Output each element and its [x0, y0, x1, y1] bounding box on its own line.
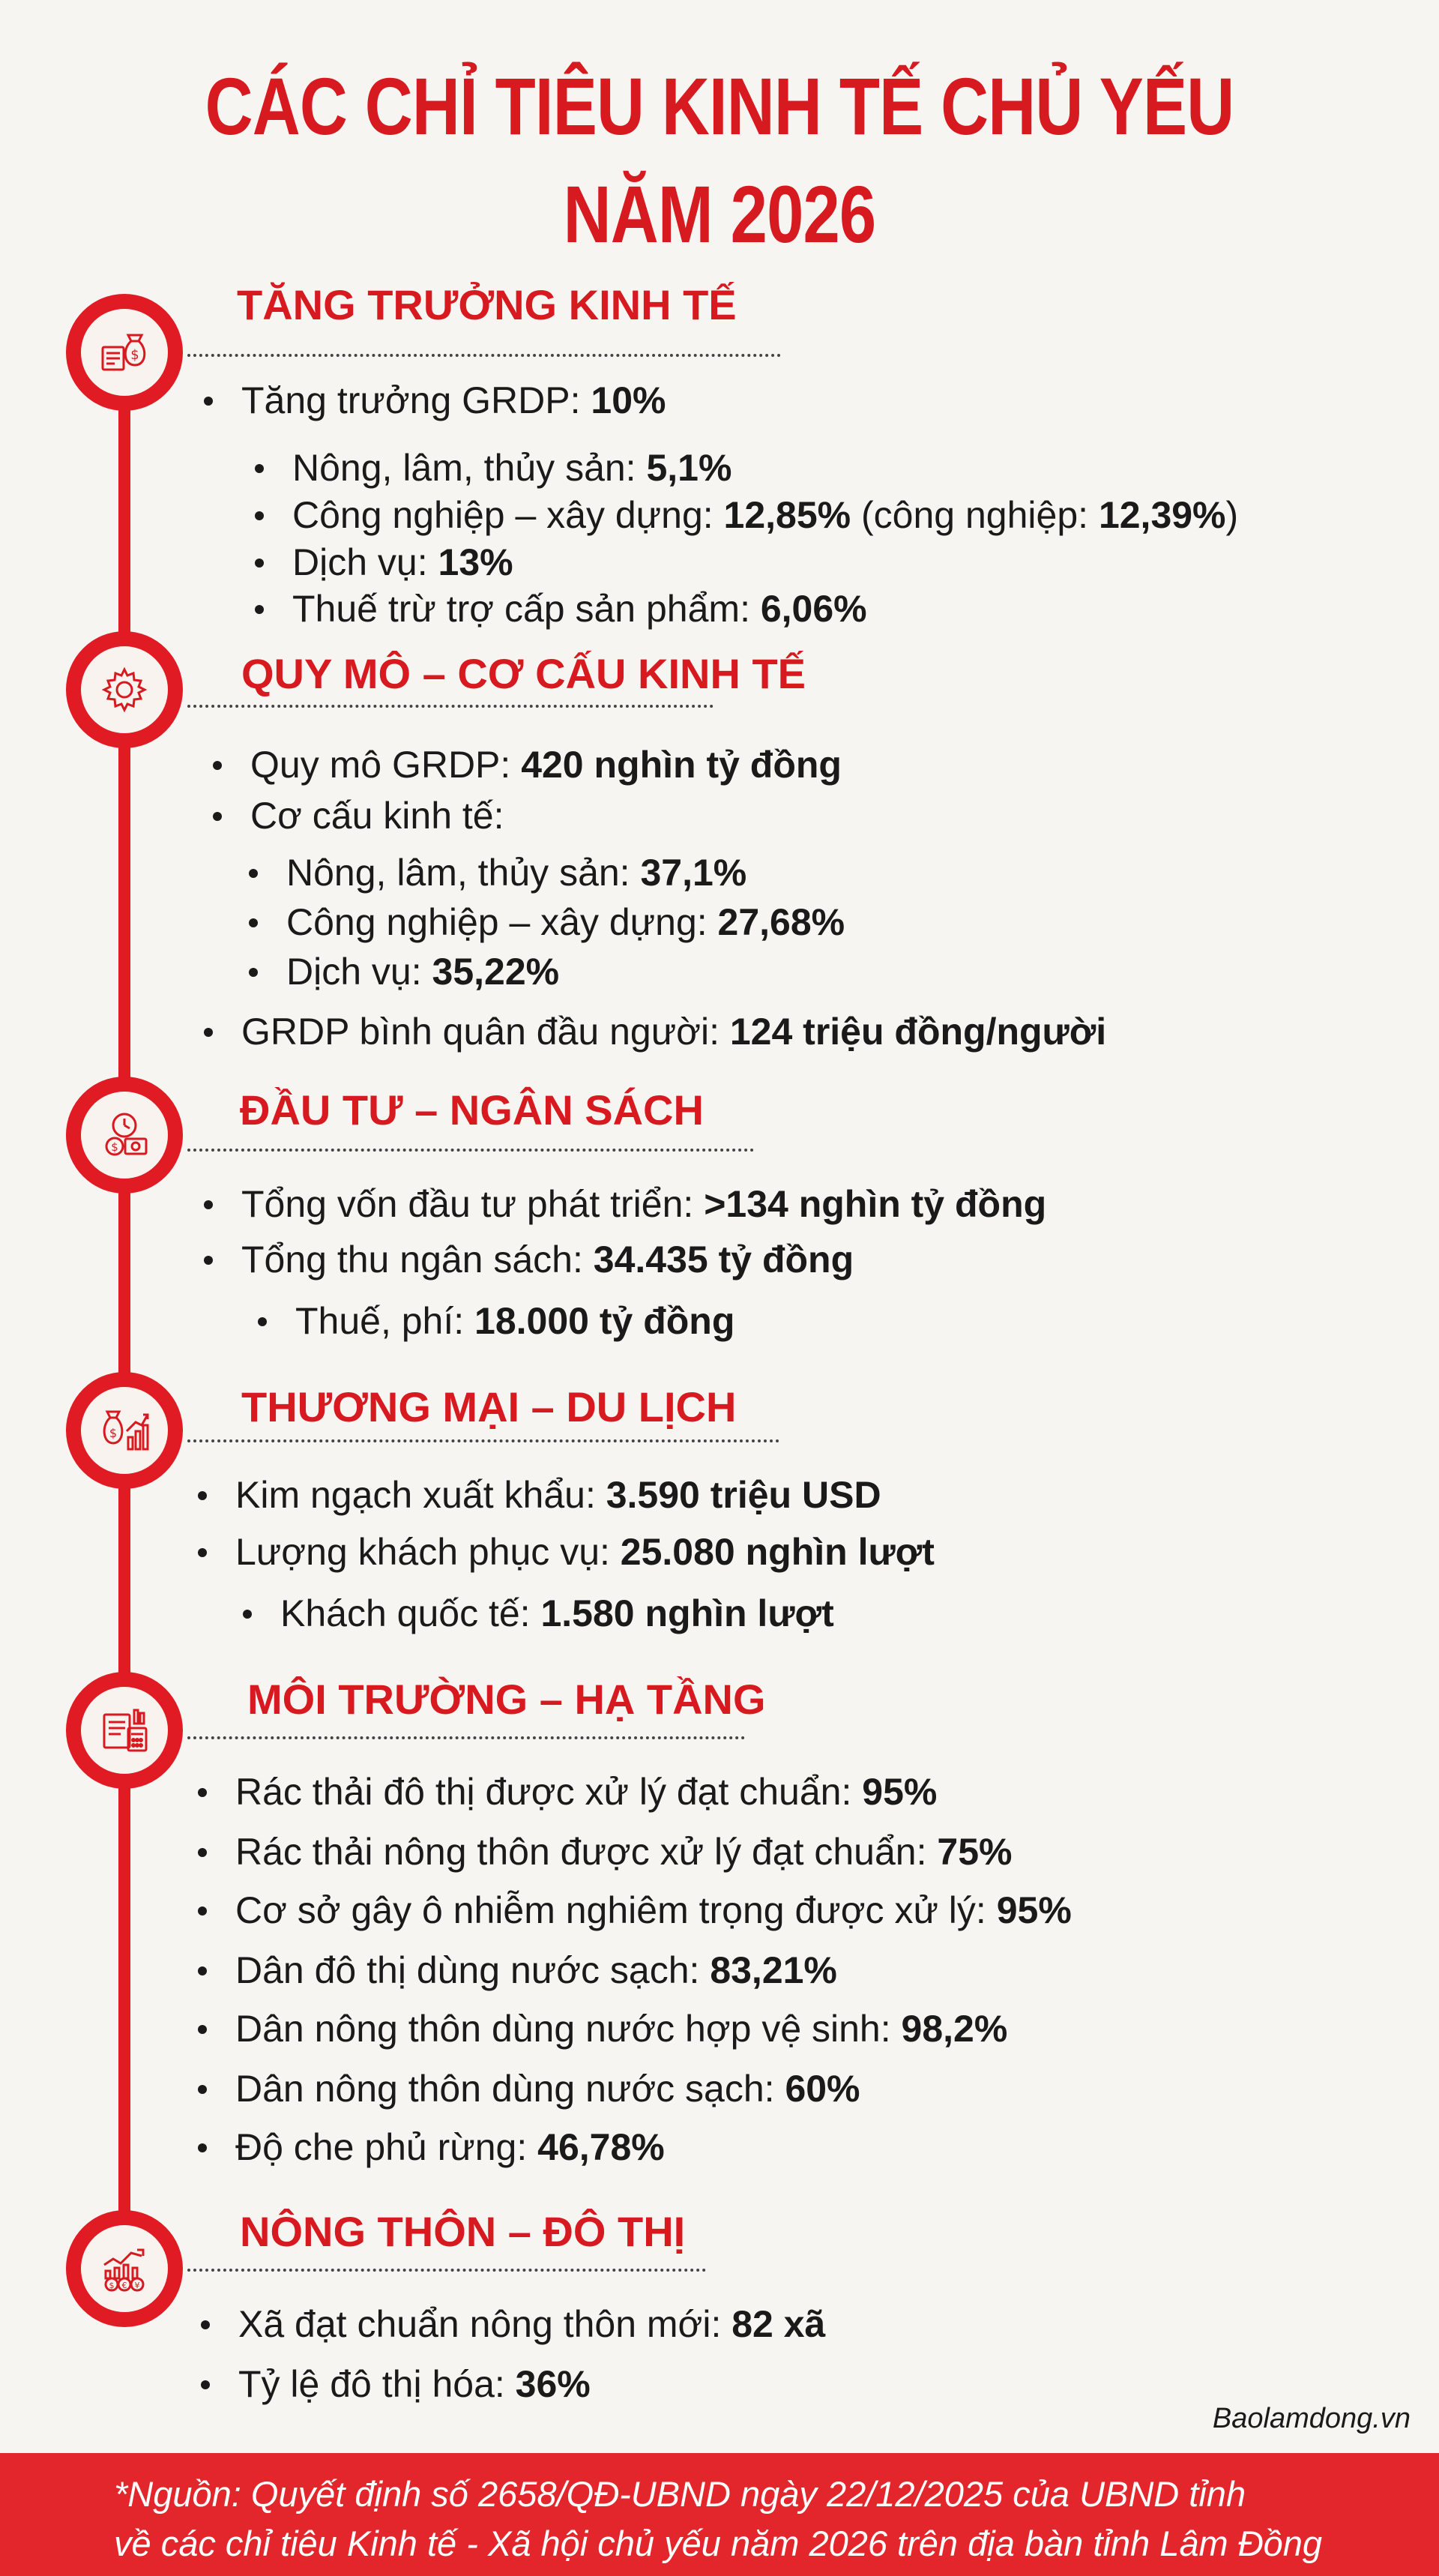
svg-text:$: $ [109, 2281, 115, 2290]
list-item: Kim ngạch xuất khẩu: 3.590 triệu USD [198, 1471, 881, 1519]
list-item: Nông, lâm, thủy sản: 5,1% [255, 444, 731, 492]
source-footer [0, 2453, 1439, 2576]
list-item: Dân đô thị dùng nước sạch: 83,21% [198, 1946, 837, 1994]
section-heading-environment: MÔI TRƯỜNG – HẠ TẦNG [247, 1676, 766, 1723]
heading-divider [187, 354, 781, 357]
section-node-scale [66, 631, 183, 748]
list-item: Dân nông thôn dùng nước sạch: 60% [198, 2065, 860, 2113]
section-heading-investment: ĐẦU TƯ – NGÂN SÁCH [240, 1086, 704, 1134]
report-calculator-icon [98, 1704, 151, 1757]
svg-text:€: € [121, 2281, 127, 2290]
list-item: Cơ sở gây ô nhiễm nghiêm trọng được xử lý: 95% [198, 1886, 1072, 1934]
list-item: Cơ cấu kinh tế: [213, 792, 504, 840]
heading-divider [187, 1149, 754, 1152]
timeline-line [118, 330, 130, 2294]
list-item: Dịch vụ: 13% [255, 538, 513, 586]
list-item: Tăng trưởng GRDP: 10% [204, 376, 666, 424]
section-node-environment [66, 1672, 183, 1789]
list-item: Thuế trừ trợ cấp sản phẩm: 6,06% [255, 585, 867, 633]
section-heading-growth: TĂNG TRƯỞNG KINH TẾ [237, 281, 737, 328]
footer-line1: *Nguồn: Quyết định số 2658/QĐ-UBND ngày 22/12/2025 của UBND tỉnh [114, 2474, 1246, 2514]
section-node-rural [66, 2210, 183, 2327]
list-item: Quy mô GRDP: 420 nghìn tỷ đồng [213, 741, 842, 789]
heading-divider [187, 1736, 745, 1739]
money-growth-chart-icon [98, 1404, 151, 1457]
section-node-investment [66, 1077, 183, 1194]
list-item: Nông, lâm, thủy sản: 37,1% [249, 849, 746, 897]
heading-divider [187, 705, 714, 708]
list-item: Xã đạt chuẩn nông thôn mới: 82 xã [201, 2300, 825, 2348]
list-item: Độ che phủ rừng: 46,78% [198, 2123, 665, 2171]
page-title-line1: CÁC CHỈ TIÊU KINH TẾ CHỦ YẾU [205, 61, 1234, 151]
source-watermark: Baolamdong.vn [1212, 2403, 1411, 2434]
svg-text:$: $ [130, 347, 139, 363]
list-item: Công nghiệp – xây dựng: 27,68% [249, 898, 845, 946]
list-item: Công nghiệp – xây dựng: 12,85% (công nghiệp: 12,39%) [255, 491, 1238, 539]
footer-line2: về các chỉ tiêu Kinh tế - Xã hội chủ yếu năm 2026 trên địa bàn tỉnh Lâm Đồng [114, 2524, 1323, 2563]
currency-chart-icon [98, 2242, 151, 2295]
page-title-line2: NĂM 2026 [563, 169, 876, 259]
page-title [130, 52, 1309, 268]
svg-text:$: $ [111, 1140, 118, 1154]
heading-divider [187, 1439, 779, 1442]
list-item: Tỷ lệ đô thị hóa: 36% [201, 2360, 591, 2408]
list-item: Thuế, phí: 18.000 tỷ đồng [258, 1297, 734, 1345]
section-heading-trade: THƯƠNG MẠI – DU LỊCH [241, 1383, 737, 1430]
list-item: Tổng vốn đầu tư phát triển: >134 nghìn tỷ đồng [204, 1180, 1046, 1228]
list-item: Dịch vụ: 35,22% [249, 948, 559, 996]
list-item: Tổng thu ngân sách: 34.435 tỷ đồng [204, 1236, 854, 1284]
heading-divider [187, 2269, 706, 2272]
svg-text:$: $ [109, 1426, 118, 1440]
list-item: Rác thải nông thôn được xử lý đạt chuẩn: 75% [198, 1828, 1012, 1876]
svg-text:¥: ¥ [134, 2281, 140, 2290]
list-item: Dân nông thôn dùng nước hợp vệ sinh: 98,2% [198, 2005, 1007, 2053]
list-item: Lượng khách phục vụ: 25.080 nghìn lượt [198, 1528, 935, 1576]
section-node-growth [66, 294, 183, 411]
money-bag-report-icon [98, 326, 151, 379]
list-item: Khách quốc tế: 1.580 nghìn lượt [243, 1589, 834, 1637]
section-heading-scale: QUY MÔ – CƠ CẤU KINH TẾ [241, 650, 806, 697]
list-item: GRDP bình quân đầu người: 124 triệu đồng/người [204, 1008, 1106, 1056]
section-node-trade [66, 1372, 183, 1489]
section-heading-rural: NÔNG THÔN – ĐÔ THỊ [240, 2208, 686, 2255]
gear-icon [98, 663, 151, 716]
budget-clock-coins-icon [98, 1109, 151, 1161]
list-item: Rác thải đô thị được xử lý đạt chuẩn: 95% [198, 1768, 937, 1816]
